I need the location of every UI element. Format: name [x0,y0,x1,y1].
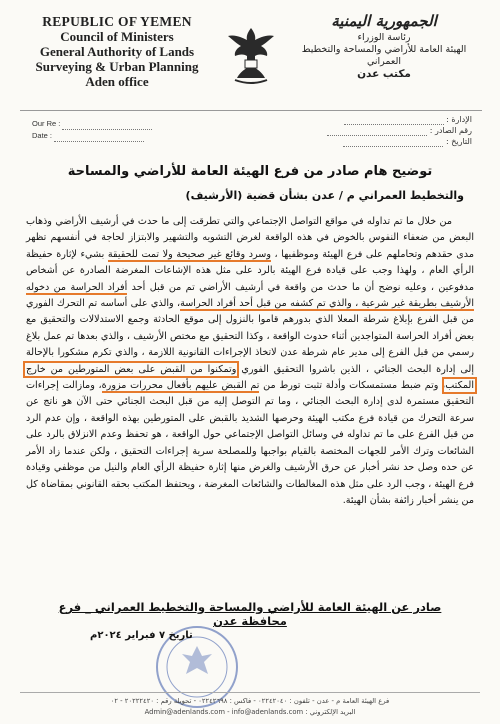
document-title [30,162,470,181]
admin-blank [344,116,444,125]
footer-address: فرع الهيئة العامة م - عدن - تلفون : ٠٢٢٤٢٠٤٠ - فاكس : ٠٢٢٤٢٦٩٨ - تحويلة رقم : ٢٠٢٢٢٤٢٠ - ٠٢ [110,697,390,705]
issue-number-label: رقم الصادر : [429,126,472,135]
arabic-reference-fields [327,114,472,147]
arabic-republic-title: الجمهورية اليمنية [331,12,437,30]
history-label: التاريخ : [445,137,472,146]
issuer-signoff: صادر عن الهيئة العامة للأراضي والمساحة والتخطيط العمراني _ فرع محافظة عدن [58,600,442,628]
arabic-letterhead-line: الهيئة العامة للأراضي والمساحة والتخطيط العمراني [301,44,467,67]
reference-fields [32,118,152,142]
body-text: ، وتم ضبط مستمسكات وأدلة تثبت تورط من [263,380,446,392]
body-paragraph [26,214,474,509]
footer-email: البريد الإلكتروني : Admin@adenlands.com - info@adenlands.com [144,708,356,716]
letterhead-line: REPUBLIC OF YEMEN [42,14,192,29]
highlighted-text: تم القبض عليهم بأفعال محررات مزورة [101,380,260,392]
date-blank [54,133,144,142]
issue-date: تاريخ ٧ فبراير ٢٠٢٤م [90,630,193,641]
boxed-text: وتمكنوا من القبض على بعض المتورطين من خارج المكتب [26,363,474,392]
arabic-letterhead-line: رئاسة الوزراء [357,32,411,43]
history-blank [343,138,443,147]
arabic-office-name: مكتب عدن [357,68,411,80]
letterhead-line: Council of Ministers [60,29,174,44]
issue-number-blank [327,127,427,136]
letterhead-line: Aden office [85,74,149,89]
body-text: ، ومازالت إجراءات التحقيق مستمرة لدى إدارة البحث الجنائي ، وما تم التوصل إليه من قبل البحث الجنائي حتى الآن هو ناتج عن سرعة التحرك من قيادة فرع مكتب الهيئة وحرصها الشديد بالقبض على المتورطين بهذه الواقعة ، وإن عدم الرد من قبل الفرع على ما تم تداوله في وسائل التواصل الإجتماعي حول الواقعة ، هو تحفظ وعدم الانزلاق بالرد على الشائعات وترك الأمر للجهات المختصة بالقيام بواجبها وللمصلحة سرية إجراءات التحقيق ، ولكن عندما زاد الأمر عن حده وصل حد نشر أخبار عن حرق الأرشيف والغرض منها إثارة حفيظة الرأي العام والنيل من موظفي وقيادة فرع الهيئة ، وجب الرد على مثل هذه المغالطات والشائعات المغرضة ، ويحتفظ المكتب بحقه القانوني بمقاضاة كل من ينشر أخبار زائفة بشأن الهيئة. [26,380,474,506]
header-divider [20,110,482,111]
body-text: ، والذي على أساسه تم التحرك الفوري من قبل الفرع بإبلاغ شرطة المعلا الذي بدورهم قاموا بالنزول إلى موقع الحادثة وجمع الاستدلالات والتحقيق مع بعض أفراد الحراسة المتواجدين أثناء حدوث الواقعة ، وكذا التحقيق مع مختص الأرشيف ، والذي بعدها تم عمل بلاغ رسمي من قبل الفرع إلى مدير عام شرطة عدن لاتخاذ الإجراءات القانونية اللازمة ، والذي تكرم مشكورا بالإحالة إلى إدارة البحث الجنائي ، الذين باشروا التحقيق الفوري [26,298,474,375]
document-body [26,214,474,509]
highlighted-text: وسرد وقائع غير صحيحة ولا تمت للحقيقة [107,248,271,260]
body-text: من خلال ما تم تداوله في مواقع التواصل الإجتماعي والتي تطرقت إلى ما حدث في أرشيف الأراضي وذهاب البعض من ضعفاء النفوس بالخوض في هذه الواقعة لغرض التشويه والتشهير والابتزاز لحاجة في أنفسهم تظهر مدى حقدهم وتحاملهم على فرع الهيئة وموظفيها ، [26,216,474,260]
our-ref-blank [62,121,152,130]
footer-contact [20,692,480,718]
letterhead-line: Surveying & Urban Planning [35,59,199,74]
highlighted-text: أفراد الحراسة من دخوله الأرشيف بطريقة غير شرعية ، والذي تم كشفه من قبل أحد أفراد الحراسة [26,281,474,310]
body-text: بشيء لإثارة حفيظة الرأي العام ، ولهذا وجب على قيادة فرع الهيئة بالرد على مثل هذه الإشاعات المغرضة الصادرة عن أشخاص مدفوعين ، وعليه نوضح أن ما حدث من واقعة في أرشيف الأراضي تم من قبل أحد [26,248,474,293]
date-label: Date : [32,131,53,140]
letterhead-line: General Authority of Lands [39,44,195,59]
yemen-eagle-emblem-icon [225,24,277,86]
title-line: توضيح هام صادر من فرع الهيئة العامة للأراضي والمساحة [67,164,433,179]
admin-label: الإدارة : [446,115,472,124]
document-subject: والتخطيط العمراني م / عدن بشأن قضية (الأرشيف) [185,189,464,202]
arabic-letterhead [284,12,484,80]
english-letterhead [22,14,212,89]
our-ref-label: Our Re : [32,119,61,128]
